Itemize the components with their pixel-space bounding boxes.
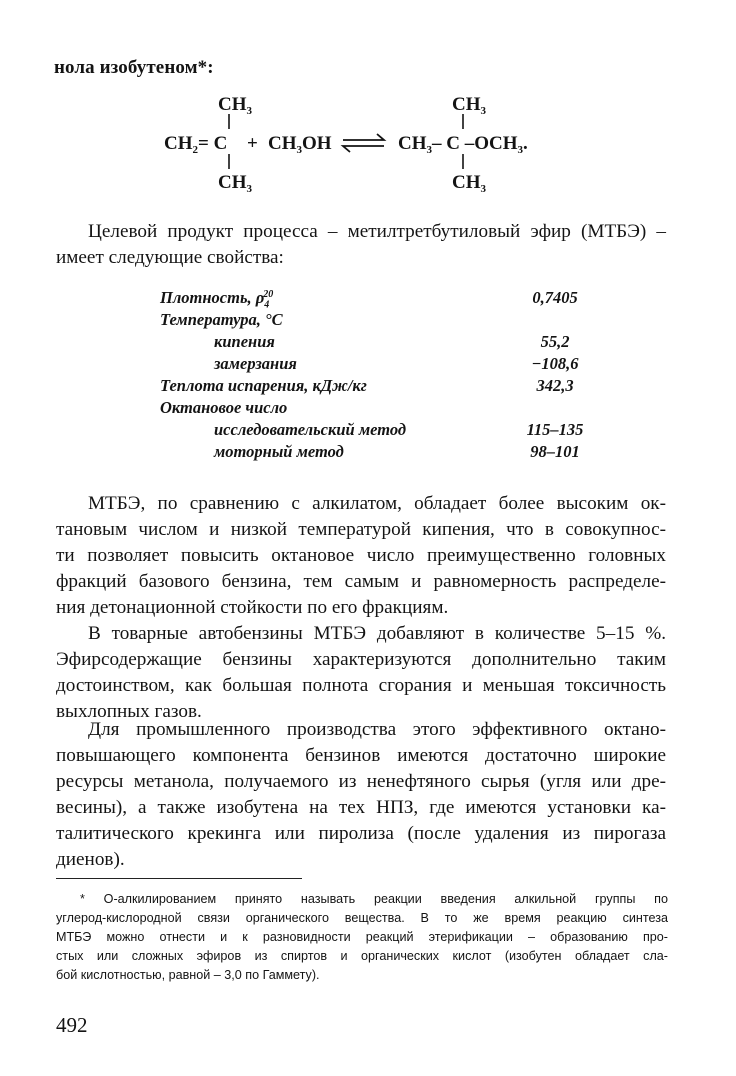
property-label: Плотность, $\rho_4^{20}$ [160, 288, 274, 311]
product-main: $CH_3-$ C $-OCH_3$. [398, 133, 528, 156]
property-row-octane-number [160, 398, 600, 420]
text-line: Целевой продукт процесса – метилтретбутиловый эфир (МТБЭ) – [88, 221, 666, 242]
paragraph-mtbe-octane [56, 491, 666, 621]
property-label: Теплота испарения, кДж/кг [160, 376, 367, 395]
property-value: 55,2 [540, 332, 570, 351]
footnote-line: МТБЭ можно отнести и к разновидности реакций этерификации – образованию про- [56, 930, 668, 944]
property-value: −108,6 [531, 354, 579, 373]
text-line: ресурсы метанола, получаемого из ненефтяного сырья (угля или дре- [56, 771, 666, 792]
property-label: исследовательский метод [214, 420, 407, 439]
properties-intro-paragraph [56, 219, 666, 271]
property-row-temperature [160, 310, 600, 332]
property-row-heat-of-vaporization [160, 376, 600, 398]
property-label: Температура, °С [160, 310, 283, 329]
property-label: Октановое число [160, 398, 288, 417]
footnote-line: углерод-кислородной связи органического вещества. В то же время реакцию синтеза [56, 911, 668, 925]
reactant1-top-methyl: $CH_3$ [218, 94, 252, 117]
product-bottom-methyl: $CH_3$ [452, 172, 486, 195]
chemical-equation [0, 0, 736, 210]
text-line: МТБЭ, по сравнению с алкилатом, обладает более высоким ок- [88, 493, 666, 514]
intro-fragment: нола изобутеном*: [54, 57, 214, 78]
property-label: моторный метод [214, 442, 344, 461]
properties-table [160, 288, 600, 464]
text-line: талитического крекинга или пиролиза (после удаления из пирогаза [56, 823, 666, 844]
reactant2-methanol: $CH_3OH$ [268, 133, 332, 156]
text-line: ния детонационной стойкости по его фракциям. [56, 597, 449, 618]
paragraph-mtbe-amount [56, 621, 666, 725]
property-row-research-method [160, 420, 600, 442]
footnote-line: * О-алкилированием принято называть реакции введения алкильной группы по [80, 892, 668, 906]
property-row-density [160, 288, 600, 310]
property-row-motor-method [160, 442, 600, 464]
property-value: 342,3 [536, 376, 574, 395]
property-row-freezing [160, 354, 600, 376]
reactant1-main: $CH_2= C$ [164, 133, 228, 156]
property-label: кипения [214, 332, 275, 351]
paragraph-production-resources [56, 717, 666, 873]
text-line: тановым числом и низкой температурой кипения, что в совокупнос- [56, 519, 666, 540]
property-label: замерзания [214, 354, 297, 373]
page-number: 492 [56, 1013, 88, 1037]
text-line: повышающего компонента бензинов имеются достаточно широкие [56, 745, 666, 766]
property-value: 98–101 [530, 442, 580, 461]
text-line: достоинством, как большая полнота сгорания и меньшая токсичность [56, 675, 666, 696]
text-line: выхлопных газов. [56, 701, 202, 722]
text-line: весины), а также изобутена на тех НПЗ, где имеются установки ка- [56, 797, 666, 818]
footnote-line: стых или сложных эфиров из спиртов и органических кислот (изобутен обладает сла- [56, 949, 668, 963]
text-line: имеет следующие свойства: [56, 247, 284, 268]
footnote-divider [56, 878, 302, 879]
property-value: 115–135 [526, 420, 584, 439]
text-line: Эфирсодержащие бензины характеризуются дополнительно таким [56, 649, 666, 670]
text-line: фракций базового бензина, тем самым и равномерность распределе- [56, 571, 666, 592]
plus-sign: + [247, 133, 258, 154]
text-line: ти позволяет повысить октановое число преимущественно головных [56, 545, 666, 566]
text-line: диенов). [56, 849, 125, 870]
reactant1-bottom-methyl: $CH_3$ [218, 172, 252, 195]
text-line: В товарные автобензины МТБЭ добавляют в количестве 5–15 %. [88, 623, 666, 644]
footnote-line: бой кислотностью, равной – 3,0 по Гаммету). [56, 968, 320, 982]
property-row-boiling [160, 332, 600, 354]
text-line: Для промышленного производства этого эффективного октано- [88, 719, 666, 740]
product-top-methyl: $CH_3$ [452, 94, 486, 117]
equilibrium-arrow-icon [343, 134, 384, 152]
property-value: 0,7405 [532, 288, 578, 307]
footnote [56, 890, 668, 985]
